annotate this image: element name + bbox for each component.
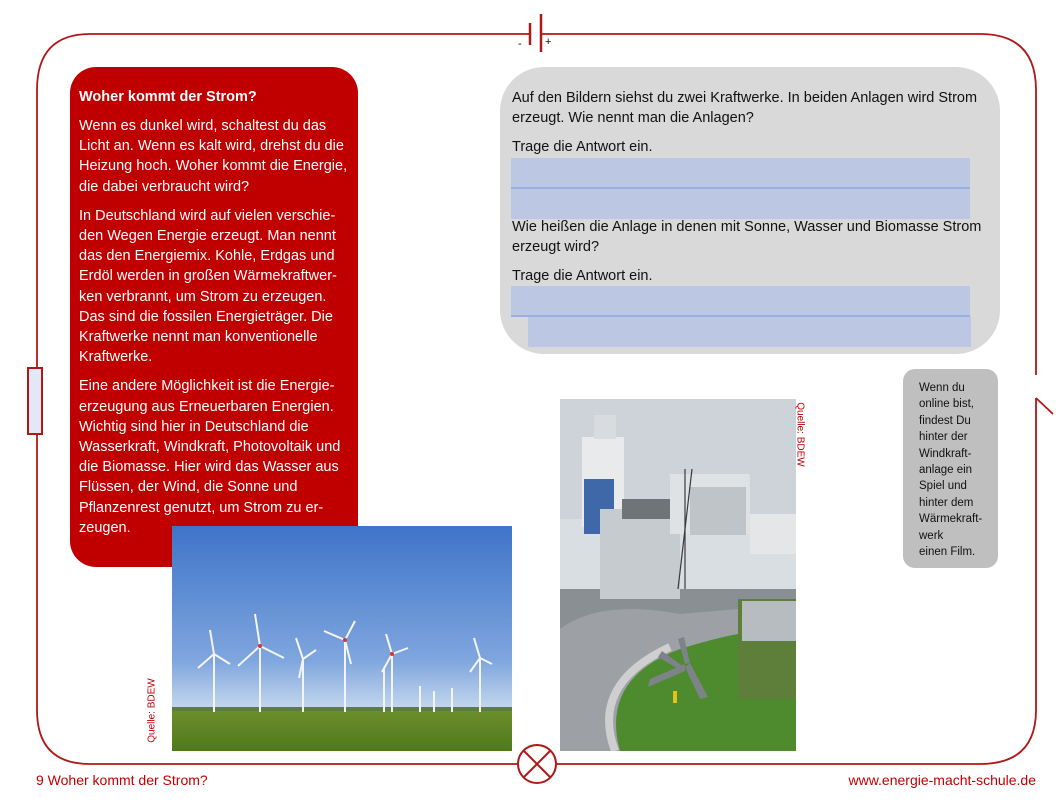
hint-line: hinter der xyxy=(919,431,968,444)
hint-line: werk xyxy=(919,529,944,542)
answer-field-2a[interactable] xyxy=(511,286,970,315)
footer-website-link[interactable]: www.energie-macht-schule.de xyxy=(848,772,1036,788)
hint-line: online bist, xyxy=(919,398,974,411)
hint-line: hinter dem xyxy=(919,496,974,509)
info-box xyxy=(70,67,358,567)
hint-line: einen Film. xyxy=(919,546,976,559)
wind-photo-credit: Quelle: BDEW xyxy=(146,678,158,743)
hint-line: Spiel und xyxy=(919,480,967,493)
question-2-instruction: Trage die Antwort ein. xyxy=(512,268,653,284)
question-1-text: Auf den Bildern siehst du zwei Kraftwerke. In beiden Anlagen wird Strom erzeugt. Wie nennt man die Anlagen? xyxy=(512,90,978,126)
hint-line: findest Du xyxy=(919,414,971,427)
info-paragraph-1: Wenn es dunkel wird, schaltest du das Licht an. Wenn es kalt wird, drehst du die Heizung hoch. Woher kommt die Energie, die dabei verbraucht wird? xyxy=(79,118,348,195)
battery-plus-label: + xyxy=(545,36,552,48)
info-title: Woher kommt der Strom? xyxy=(79,89,257,105)
power-plant-photo[interactable] xyxy=(560,399,796,751)
plant-photo-credit: Quelle: BDEW xyxy=(794,402,806,467)
hint-line: anlage ein xyxy=(919,464,973,477)
battery-minus-label: - xyxy=(518,38,522,50)
wind-farm-photo[interactable] xyxy=(172,526,512,751)
answer-field-2b[interactable] xyxy=(528,317,971,347)
answer-field-1b[interactable] xyxy=(511,189,970,219)
question-1-instruction: Trage die Antwort ein. xyxy=(512,139,653,155)
info-paragraph-3: Eine andere Möglichkeit ist die Energie-erzeugung aus Erneuerbaren Energien. Wichtig sind hier in Deutschland die Wasserkraft, Windkraft, Photovoltaik und die Biomasse. Hier wird das Wasser aus Flüssen, der Wind, die Sonne und Pflanzenrest genutzt, um Strom zu er-zeugen. xyxy=(79,378,341,536)
hint-box xyxy=(903,369,998,568)
hint-line: Windkraft- xyxy=(919,447,972,460)
answer-field-1a[interactable] xyxy=(511,158,970,187)
question-2-text: Wie heißen die Anlage in denen mit Sonne, Wasser und Biomasse Strom erzeugt wird? xyxy=(512,219,982,255)
info-paragraph-2: In Deutschland wird auf vielen verschie-den Wegen Energie erzeugt. Man nennt das den Energiemix. Kohle, Erdgas und Erdöl werden in großen Wärmekraftwer-ken verbrannt, um Strom zu erzeugen. Das sind die fossilen Energieträger. Die Kraftwerke nennt man konventionelle Kraftwerke. xyxy=(79,207,337,366)
hint-line: Wärmekraft- xyxy=(919,513,983,526)
footer-page-title: 9 Woher kommt der Strom? xyxy=(36,772,208,788)
hint-line: Wenn du xyxy=(919,382,965,394)
